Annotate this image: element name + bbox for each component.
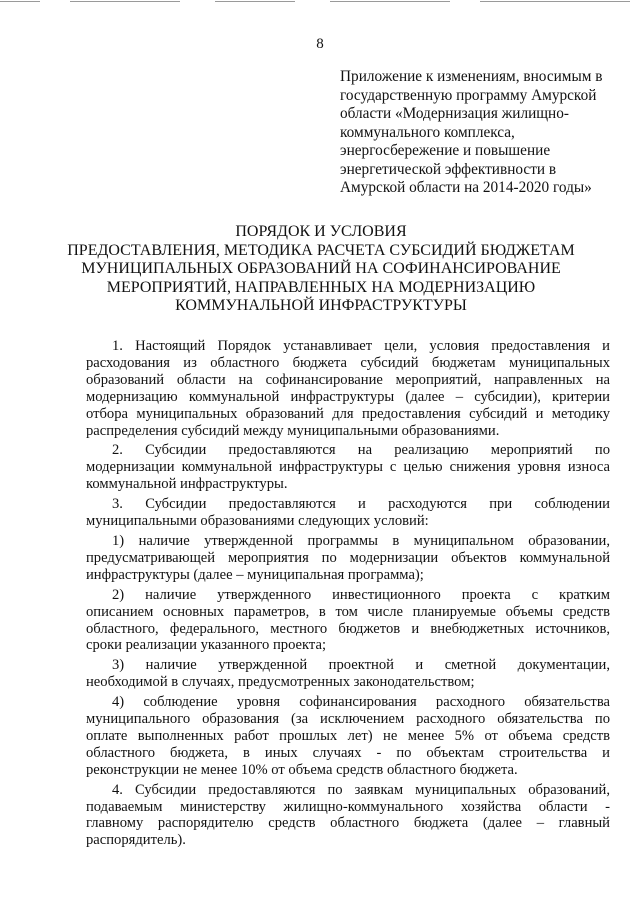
condition-3 (86, 657, 610, 691)
body-line: главному распорядителю средств областного бюджета (далее – главный (86, 815, 610, 832)
body-line: распорядитель). (86, 832, 186, 849)
paragraph-2 (86, 442, 610, 493)
body-line: оплате выполненных работ прошлых лет) не менее 5% от объема средств (86, 727, 610, 744)
paragraph-1 (86, 338, 610, 439)
body-line: 3) наличие утвержденной проектной и сметной документации, (112, 657, 610, 674)
title-line: ПРЕДОСТАВЛЕНИЯ, МЕТОДИКА РАСЧЕТА СУБСИДИЙ БЮДЖЕТАМ (67, 241, 575, 259)
body-line: подаваемым министерству жилищно-коммунального хозяйства области - (86, 798, 610, 815)
body-line: муниципальными образованиями следующих условий: (86, 513, 429, 530)
body-line: модернизации коммунальной инфраструктуры с целью снижения уровня износа (86, 459, 610, 476)
appendix-line: Амурской области на 2014-2020 годы» (340, 179, 592, 196)
title-line: МУНИЦИПАЛЬНЫХ ОБРАЗОВАНИЙ НА СОФИНАНСИРОВАНИЕ (81, 260, 561, 278)
body-line: 1. Настоящий Порядок устанавливает цели, условия предоставления и (112, 338, 610, 354)
body-line: 3. Субсидии предоставляются и расходуются при соблюдении (112, 496, 610, 513)
body-line: сроки реализации указанного проекта; (86, 637, 327, 654)
appendix-line: коммунального комплекса, (340, 123, 515, 141)
appendix-line: Приложение к изменениям, вносимым в (340, 68, 603, 85)
appendix-note (340, 68, 610, 198)
body-line: областного, федерального, местного бюджетов и внебюджетных источников, (86, 620, 610, 637)
body-line: описанием основных параметров, в том числе планируемые объемы средств (86, 603, 610, 620)
body-line: образований области на софинансирование мероприятий, направленных на (86, 371, 610, 388)
condition-2 (86, 587, 610, 655)
scan-top-edge (0, 0, 640, 3)
title-line: КОММУНАЛЬНОЙ ИНФРАСТРУКТУРЫ (175, 297, 467, 315)
body-line: распределения субсидий между муниципальными образованиями. (86, 422, 500, 439)
body-line: модернизацию коммунальной инфраструктуры (далее – субсидии), критерии (86, 388, 610, 405)
appendix-line: энергетической эффективности в (340, 160, 557, 178)
document-title (60, 223, 582, 316)
body-line: муниципального образования (за исключением расходного обязательства по (86, 711, 610, 728)
body-line: 2. Субсидии предоставляются на реализацию мероприятий по (112, 442, 610, 459)
body-line: необходимой в случаях, предусмотренных законодательством; (86, 674, 475, 691)
body-line: 4) соблюдение уровня софинансирования расходного обязательства (112, 694, 610, 711)
appendix-line: области «Модернизация жилищно- (340, 105, 569, 122)
body-line: 4. Субсидии предоставляются по заявкам муниципальных образований, (112, 781, 610, 798)
title-line: МЕРОПРИЯТИЙ, НАПРАВЛЕННЫХ НА МОДЕРНИЗАЦИЮ (106, 278, 536, 296)
body-line: коммунальной инфраструктуры. (86, 476, 288, 493)
condition-4 (86, 694, 610, 779)
appendix-line: энергосбережение и повышение (340, 142, 551, 159)
body-line: инфраструктуры (далее – муниципальная программа); (86, 566, 424, 583)
title-line: ПОРЯДОК И УСЛОВИЯ (235, 223, 407, 240)
body-line: 2) наличие утвержденного инвестиционного проекта с кратким (112, 586, 610, 603)
body-line: областного бюджета, в иных случаях - по объектам строительства и (86, 744, 610, 761)
paragraph-3 (86, 496, 610, 530)
body-line: реконструкции не менее 10% от объема средств областного бюджета. (86, 761, 518, 778)
condition-1 (86, 533, 610, 584)
document-body (86, 338, 610, 852)
body-line: расходования из областного бюджета субсидий бюджетам муниципальных (86, 354, 610, 371)
appendix-line: государственную программу Амурской (340, 86, 597, 104)
body-line: предусматривающей мероприятия по модернизации объектов коммунальной (86, 549, 610, 566)
page-number: 8 (316, 36, 324, 52)
body-line: 1) наличие утвержденной программы в муниципальном образовании, (112, 532, 610, 549)
paragraph-4 (86, 782, 610, 850)
body-line: отбора муниципальных образований для предоставления субсидий и методику (86, 405, 610, 422)
